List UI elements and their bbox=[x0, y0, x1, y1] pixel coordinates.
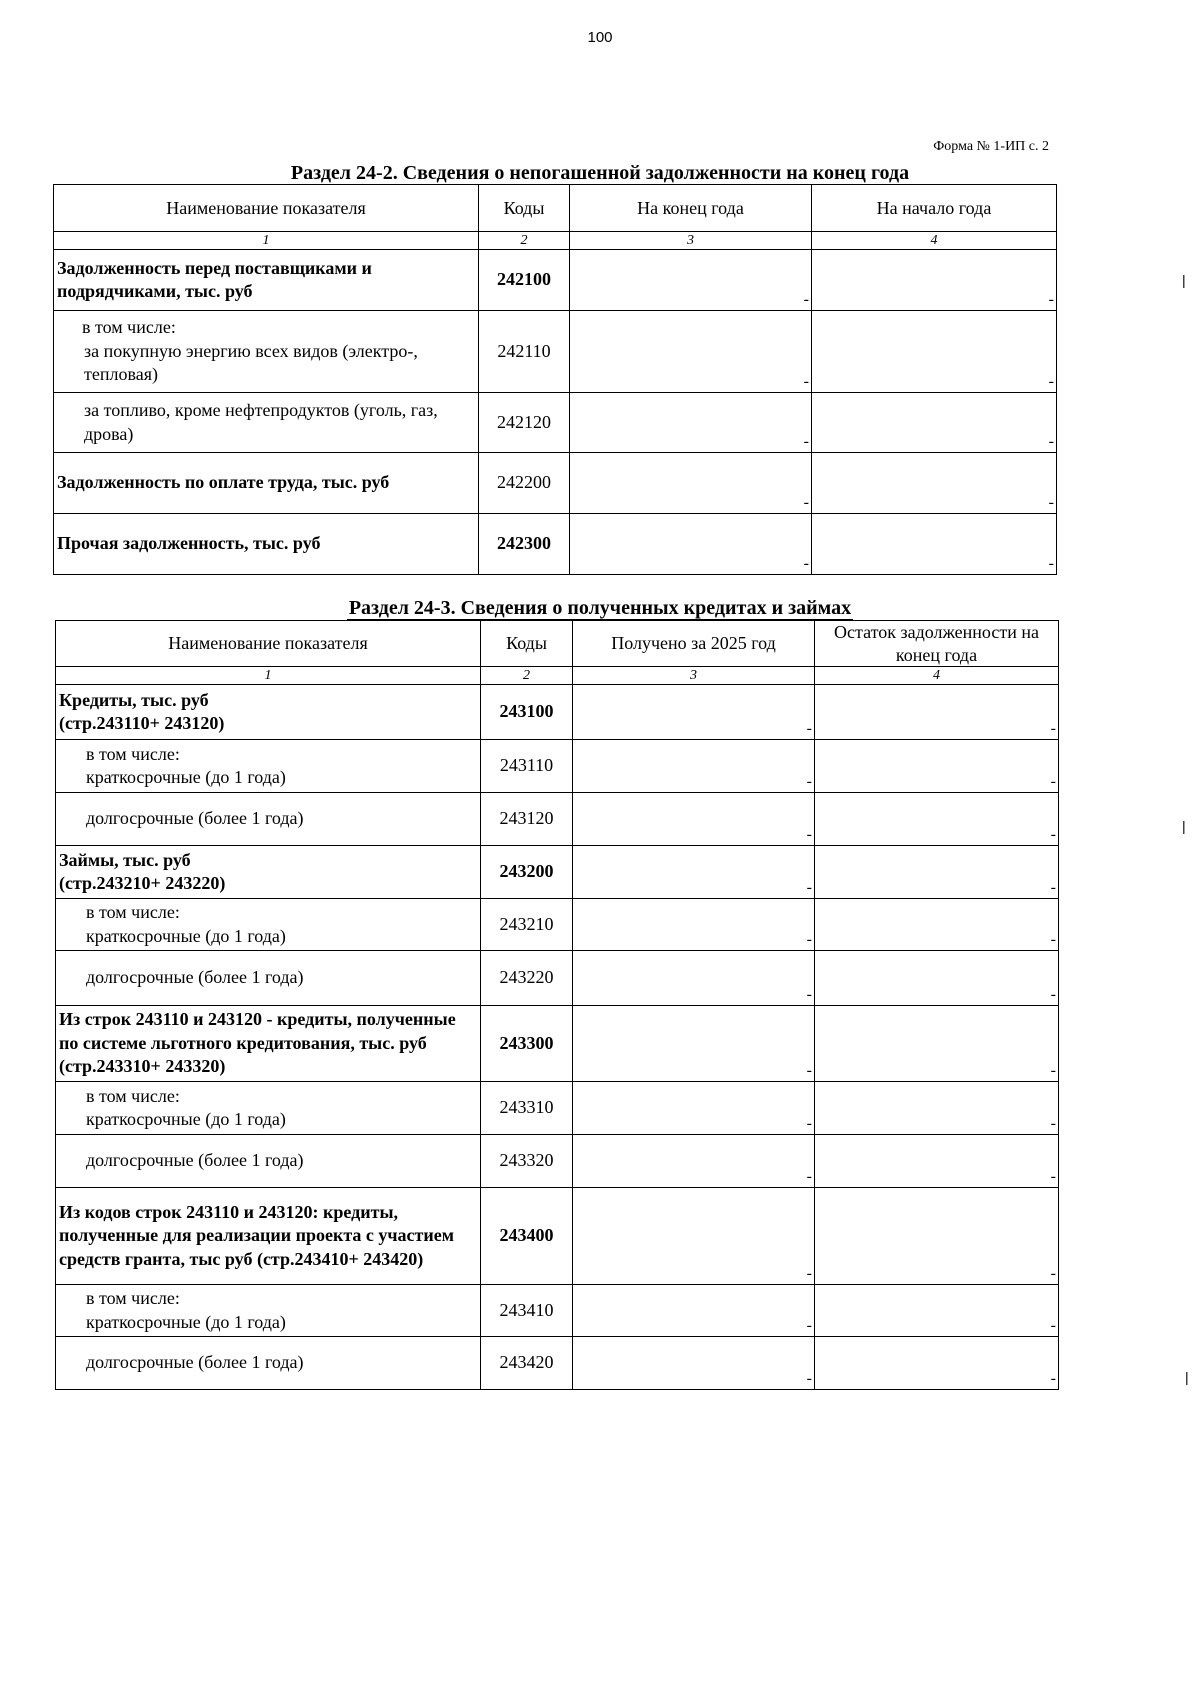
value-dash: - bbox=[806, 773, 812, 790]
table-row bbox=[56, 1135, 1059, 1188]
value-cell[interactable] bbox=[815, 1188, 1059, 1285]
column-number: 2 bbox=[481, 667, 573, 685]
row-name bbox=[56, 740, 481, 793]
header-remaining-debt bbox=[815, 621, 1059, 667]
row-name-text: краткосрочные (до 1 года) bbox=[86, 1311, 286, 1332]
column-number: 2 bbox=[479, 232, 570, 250]
value-dash: - bbox=[1050, 773, 1056, 790]
header-received bbox=[573, 621, 815, 667]
table-row bbox=[54, 514, 1057, 575]
table-row bbox=[54, 250, 1057, 311]
debt-table bbox=[53, 184, 1057, 575]
value-dash: - bbox=[1050, 1265, 1056, 1282]
header-received-text: Получено за 2025 год bbox=[611, 633, 776, 654]
row-code: 243410 bbox=[481, 1285, 573, 1337]
value-cell[interactable] bbox=[815, 899, 1059, 951]
value-cell[interactable] bbox=[815, 846, 1059, 899]
table-row bbox=[54, 311, 1057, 393]
value-dash: - bbox=[806, 1370, 812, 1387]
row-code: 243210 bbox=[481, 899, 573, 951]
value-cell[interactable] bbox=[815, 685, 1059, 740]
section-24-2-title-text: Раздел 24-2. Сведения о непогашенной задолженности на конец года bbox=[290, 162, 910, 184]
row-name-text: краткосрочные (до 1 года) bbox=[86, 767, 286, 787]
value-dash: - bbox=[806, 1317, 812, 1334]
row-code: 243320 bbox=[481, 1135, 573, 1188]
credits-table-header bbox=[56, 621, 1059, 667]
row-code: 243110 bbox=[481, 740, 573, 793]
row-name: долгосрочные (более 1 года) bbox=[56, 1337, 481, 1390]
value-cell[interactable] bbox=[815, 1006, 1059, 1082]
value-cell[interactable] bbox=[573, 1082, 815, 1135]
value-cell[interactable] bbox=[570, 453, 812, 514]
table-row bbox=[56, 1082, 1059, 1135]
value-cell[interactable] bbox=[570, 393, 812, 453]
scan-mark: | bbox=[1182, 818, 1186, 834]
table-row bbox=[56, 951, 1059, 1006]
row-code: 243220 bbox=[481, 951, 573, 1006]
row-name: за топливо, кроме нефтепродуктов (уголь, газ, дрова) bbox=[54, 393, 479, 453]
row-name-prefix: в том числе: bbox=[86, 743, 180, 764]
value-cell[interactable] bbox=[573, 740, 815, 793]
row-name: долгосрочные (более 1 года) bbox=[56, 793, 481, 846]
column-number: 4 bbox=[812, 232, 1057, 250]
value-dash: - bbox=[803, 494, 809, 511]
debt-table-column-numbers bbox=[54, 232, 1057, 250]
row-name: Из кодов строк 243110 и 243120: кредиты, полученные для реализации проекта с участием средств гранта, тыс руб (стр.243410+ 243420) bbox=[56, 1188, 481, 1285]
value-dash: - bbox=[1048, 433, 1054, 450]
row-name-text: краткосрочные (до 1 года) bbox=[86, 1109, 286, 1129]
row-code: 242200 bbox=[479, 453, 570, 514]
value-dash: - bbox=[1050, 826, 1056, 843]
value-cell[interactable] bbox=[570, 250, 812, 311]
column-number: 3 bbox=[573, 667, 815, 685]
header-indicator-name: Наименование показателя bbox=[56, 621, 481, 667]
table-row bbox=[56, 1188, 1059, 1285]
row-name: долгосрочные (более 1 года) bbox=[56, 951, 481, 1006]
header-start-of-year-text: На начало года bbox=[876, 197, 992, 218]
column-number: 1 bbox=[54, 232, 479, 250]
row-name-line: Займы, тыс. руб bbox=[59, 849, 191, 870]
table-row bbox=[56, 740, 1059, 793]
value-dash: - bbox=[1048, 291, 1054, 308]
table-row bbox=[54, 393, 1057, 453]
value-cell[interactable] bbox=[812, 514, 1057, 575]
value-dash: - bbox=[1050, 1062, 1056, 1079]
value-cell[interactable] bbox=[573, 951, 815, 1006]
value-dash: - bbox=[1048, 373, 1054, 390]
value-cell[interactable] bbox=[812, 250, 1057, 311]
value-cell[interactable] bbox=[815, 740, 1059, 793]
row-name bbox=[56, 685, 481, 740]
value-dash: - bbox=[803, 433, 809, 450]
row-code: 243120 bbox=[481, 793, 573, 846]
value-cell[interactable] bbox=[573, 899, 815, 951]
section-24-3-title bbox=[0, 598, 1200, 618]
value-cell[interactable] bbox=[815, 1337, 1059, 1390]
value-cell[interactable] bbox=[573, 1188, 815, 1285]
value-cell[interactable] bbox=[573, 1135, 815, 1188]
section-24-3-title-text: Раздел 24-3. Сведения о полученных кредитах и займах bbox=[348, 597, 852, 619]
column-number: 1 bbox=[56, 667, 481, 685]
value-dash: - bbox=[1048, 555, 1054, 572]
value-dash: - bbox=[1050, 720, 1056, 737]
row-name: Из строк 243110 и 243120 - кредиты, полученные по системе льготного кредитования, тыс. руб (стр.243310+ 243320) bbox=[56, 1006, 481, 1082]
table-row bbox=[56, 685, 1059, 740]
row-code: 242100 bbox=[479, 250, 570, 311]
value-cell[interactable] bbox=[815, 793, 1059, 846]
row-name-prefix: в том числе: bbox=[86, 1288, 180, 1309]
value-dash: - bbox=[803, 555, 809, 572]
row-name: Прочая задолженность, тыс. руб bbox=[54, 514, 479, 575]
row-name: Задолженность по оплате труда, тыс. руб bbox=[54, 453, 479, 514]
value-dash: - bbox=[803, 291, 809, 308]
table-row bbox=[56, 846, 1059, 899]
row-name-prefix: в том числе: bbox=[86, 902, 180, 923]
table-row bbox=[56, 899, 1059, 951]
value-cell[interactable] bbox=[815, 1135, 1059, 1188]
scan-mark: | bbox=[1182, 272, 1186, 288]
header-start-of-year bbox=[812, 185, 1057, 232]
row-name: долгосрочные (более 1 года) bbox=[56, 1135, 481, 1188]
value-cell[interactable] bbox=[573, 846, 815, 899]
value-dash: - bbox=[806, 931, 812, 948]
scan-mark: | bbox=[1185, 1369, 1189, 1385]
value-dash: - bbox=[806, 1115, 812, 1132]
table-row bbox=[56, 1285, 1059, 1337]
value-dash: - bbox=[1050, 1168, 1056, 1185]
form-label: Форма № 1-ИП с. 2 bbox=[933, 139, 1049, 154]
value-dash: - bbox=[803, 373, 809, 390]
page-number: 100 bbox=[587, 29, 613, 46]
value-dash: - bbox=[1050, 931, 1056, 948]
row-code: 243310 bbox=[481, 1082, 573, 1135]
row-name bbox=[56, 899, 481, 951]
table-row bbox=[56, 1006, 1059, 1082]
value-cell[interactable] bbox=[573, 685, 815, 740]
value-dash: - bbox=[1050, 1115, 1056, 1132]
value-cell[interactable] bbox=[570, 311, 812, 393]
table-row bbox=[54, 453, 1057, 514]
row-name bbox=[56, 846, 481, 899]
row-name: Задолженность перед поставщиками и подрядчиками, тыс. руб bbox=[54, 250, 479, 311]
credits-table-column-numbers bbox=[56, 667, 1059, 685]
row-code: 243200 bbox=[481, 846, 573, 899]
value-dash: - bbox=[1050, 986, 1056, 1003]
row-code: 243100 bbox=[481, 685, 573, 740]
table-row bbox=[56, 793, 1059, 846]
section-24-2-title bbox=[0, 163, 1200, 183]
value-dash: - bbox=[806, 986, 812, 1003]
table-row bbox=[56, 1337, 1059, 1390]
value-cell[interactable] bbox=[815, 1285, 1059, 1337]
header-codes: Коды bbox=[481, 621, 573, 667]
value-cell[interactable] bbox=[570, 514, 812, 575]
value-cell[interactable] bbox=[573, 1337, 815, 1390]
value-cell[interactable] bbox=[573, 1285, 815, 1337]
row-name-text: краткосрочные (до 1 года) bbox=[86, 925, 286, 946]
value-dash: - bbox=[1050, 879, 1056, 896]
value-cell[interactable] bbox=[815, 1082, 1059, 1135]
value-dash: - bbox=[806, 1168, 812, 1185]
row-code: 242120 bbox=[479, 393, 570, 453]
value-cell[interactable] bbox=[573, 793, 815, 846]
header-end-of-year-text: На конец года bbox=[637, 197, 744, 218]
header-codes: Коды bbox=[479, 185, 570, 232]
column-number: 4 bbox=[815, 667, 1059, 685]
row-name-prefix: в том числе: bbox=[86, 1085, 180, 1106]
value-dash: - bbox=[1050, 1317, 1056, 1334]
header-indicator-name: Наименование показателя bbox=[54, 185, 479, 232]
value-dash: - bbox=[1050, 1370, 1056, 1387]
row-code: 242110 bbox=[479, 311, 570, 393]
row-name bbox=[54, 311, 479, 393]
row-name-text: за покупную энергию всех видов (электро-, тепловая) bbox=[84, 340, 418, 385]
value-cell[interactable] bbox=[812, 393, 1057, 453]
credits-table bbox=[55, 620, 1059, 1390]
value-cell[interactable] bbox=[573, 1006, 815, 1082]
value-dash: - bbox=[806, 720, 812, 737]
row-code: 242300 bbox=[479, 514, 570, 575]
row-name-line: Кредиты, тыс. руб bbox=[59, 689, 209, 710]
row-name bbox=[56, 1082, 481, 1135]
value-cell[interactable] bbox=[812, 453, 1057, 514]
value-dash: - bbox=[806, 1062, 812, 1079]
value-dash: - bbox=[806, 1265, 812, 1282]
row-name-prefix: в том числе: bbox=[82, 317, 176, 338]
value-dash: - bbox=[806, 826, 812, 843]
column-number: 3 bbox=[570, 232, 812, 250]
debt-table-header bbox=[54, 185, 1057, 232]
value-cell[interactable] bbox=[812, 311, 1057, 393]
header-remaining-debt-text: Остаток задолженности на конец года bbox=[834, 622, 1039, 665]
row-name-line: (стр.243210+ 243220) bbox=[59, 873, 226, 893]
row-code: 243420 bbox=[481, 1337, 573, 1390]
row-name bbox=[56, 1285, 481, 1337]
row-name-line: (стр.243110+ 243120) bbox=[59, 713, 225, 733]
value-dash: - bbox=[806, 879, 812, 896]
header-end-of-year bbox=[570, 185, 812, 232]
row-code: 243400 bbox=[481, 1188, 573, 1285]
row-code: 243300 bbox=[481, 1006, 573, 1082]
value-dash: - bbox=[1048, 494, 1054, 511]
value-cell[interactable] bbox=[815, 951, 1059, 1006]
